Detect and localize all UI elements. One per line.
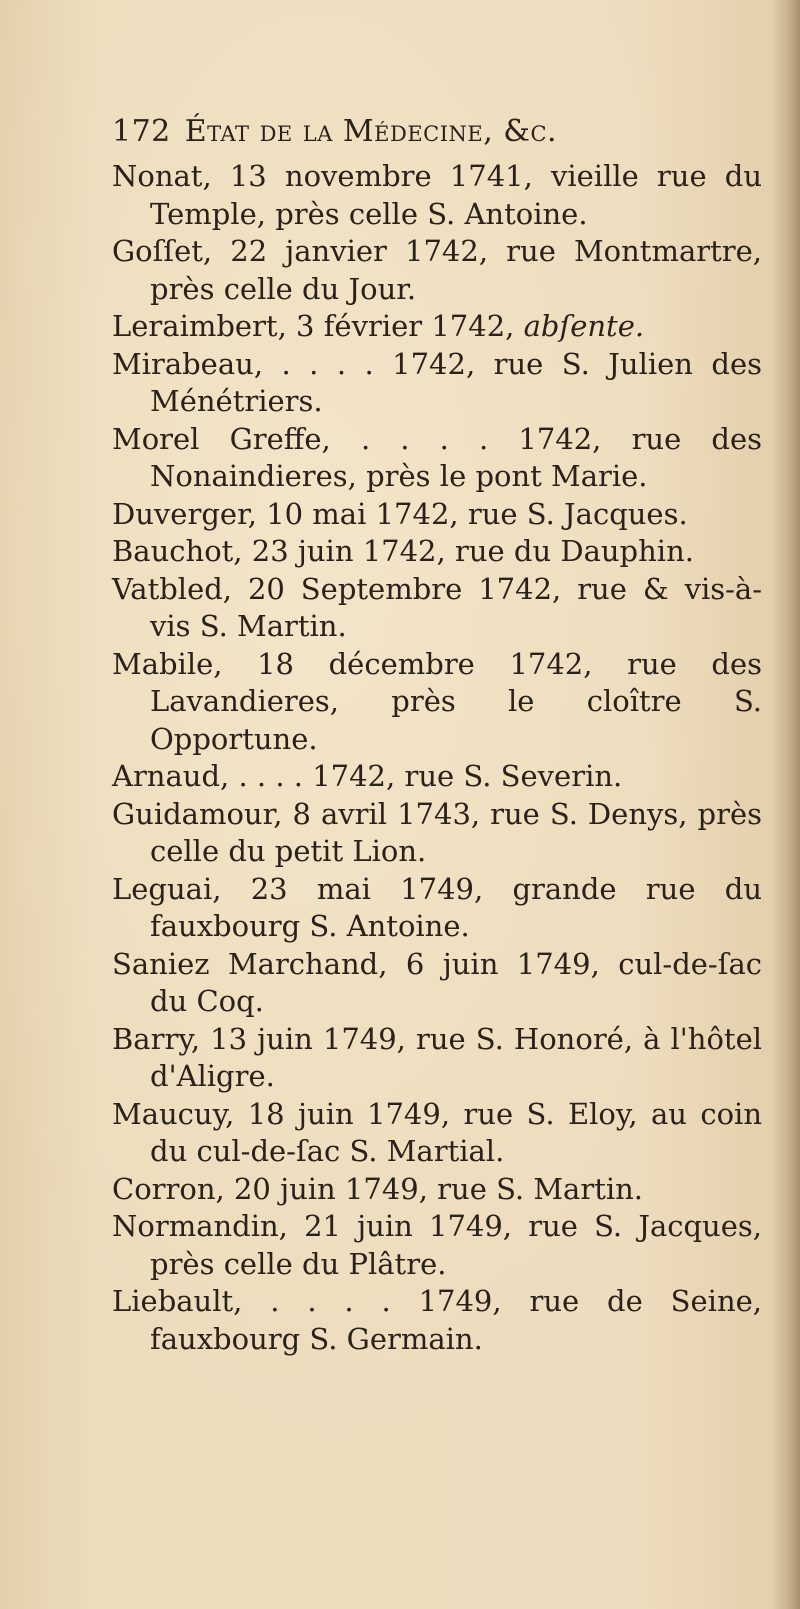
running-head — [112, 108, 762, 156]
list-item — [112, 496, 762, 534]
list-item — [112, 571, 762, 646]
entry-date: 23 mai 1749, — [250, 871, 484, 906]
list-item — [112, 308, 762, 346]
entry-address: rue S. Severin. — [404, 759, 623, 793]
entry-address: cul-de-ſac du Coq. — [150, 946, 762, 1018]
entry-address: vieille rue du Temple, près celle S. Antoine. — [150, 159, 763, 231]
entry-address: rue S. Honoré, à l'hôtel d'Aligre. — [150, 1021, 763, 1093]
entry-date: 18 décembre 1742, — [257, 646, 593, 681]
entry-date: 18 juin 1749, — [247, 1096, 451, 1131]
entry-name: Normandin, — [112, 1209, 288, 1243]
list-item — [112, 1283, 762, 1358]
entry-name: Leguai, — [112, 871, 222, 906]
entry-name: Mabile, — [112, 646, 223, 681]
entry-name: Guidamour, — [112, 796, 283, 831]
entry-address: abſente. — [523, 309, 645, 343]
entry-address: grande rue du fauxbourg S. Antoine. — [150, 871, 762, 943]
entry-date: . . . . 1742, — [238, 759, 396, 793]
list-item — [112, 533, 762, 571]
entry-date: 13 juin 1749, — [210, 1021, 406, 1056]
entry-name: Vatbled, — [112, 571, 233, 606]
page-number: 172 — [112, 114, 171, 149]
entry-name: Liebault, — [112, 1284, 243, 1318]
entry-date: 10 mai 1742, — [266, 496, 459, 531]
entry-address: rue & vis-à-vis S. Martin. — [150, 571, 763, 643]
entry-date: 20 Septembre 1742, — [247, 571, 562, 606]
entry-date: 6 juin 1749, — [405, 946, 600, 981]
list-item — [112, 1096, 762, 1171]
entry-name: Morel Greffe, — [112, 421, 331, 456]
text-block — [112, 108, 762, 1358]
entry-date: 8 avril 1743, — [292, 796, 481, 831]
entry-name: Bauchot, — [112, 534, 243, 568]
page-gutter-shadow — [772, 0, 800, 1609]
entry-name: Goſſet, — [112, 234, 213, 268]
entry-date: 13 novembre 1741, — [229, 159, 533, 193]
entry-address: rue S. Jacques, près celle du Plâtre. — [150, 1209, 762, 1281]
entry-date: . . . . 1742, — [281, 346, 476, 381]
entry-name: Arnaud, — [112, 759, 230, 793]
entry-name: Leraimbert, — [112, 309, 287, 343]
entry-name: Nonat, — [112, 159, 212, 193]
entry-date: 21 juin 1749, — [304, 1209, 513, 1243]
entry-address: rue S. Denys, près celle du petit Lion. — [150, 796, 762, 868]
entry-date: 22 janvier 1742, — [230, 234, 489, 268]
entry-address: rue du Dauphin. — [454, 534, 694, 568]
entry-date: 20 juin 1749, — [233, 1171, 428, 1206]
entry-date: 3 février 1742, — [296, 309, 515, 343]
list-item — [112, 1021, 762, 1096]
entry-name: Maucuy, — [112, 1096, 235, 1131]
entry-name: Corron, — [112, 1171, 225, 1206]
running-title: État de la Médecine, &c. — [184, 114, 558, 149]
entry-date: 23 juin 1742, — [251, 534, 446, 568]
entry-date: . . . . 1742, — [360, 421, 602, 456]
list-item — [112, 346, 762, 421]
list-item — [112, 421, 762, 496]
entry-address: rue S. Jacques. — [467, 496, 688, 531]
list-item — [112, 1171, 762, 1209]
list-item — [112, 758, 762, 796]
entry-name: Saniez Marchand, — [112, 946, 388, 981]
entry-address: rue S. Julien des Ménétriers. — [150, 346, 763, 418]
entry-name: Duverger, — [112, 496, 257, 531]
entry-address: rue de Seine, fauxbourg S. Germain. — [150, 1284, 763, 1356]
entry-name: Mirabeau, — [112, 346, 264, 381]
list-item — [112, 946, 762, 1021]
entry-address: rue S. Martin. — [437, 1171, 644, 1206]
list-item — [112, 796, 762, 871]
list-item — [112, 646, 762, 759]
entry-address: rue Montmartre, près celle du Jour. — [150, 234, 762, 306]
entry-date: . . . . 1749, — [270, 1284, 502, 1318]
list-item — [112, 233, 762, 308]
entry-address: rue des Lavandieres, près le cloître S. Opportune. — [150, 646, 763, 756]
entry-name: Barry, — [112, 1021, 201, 1056]
entry-address: rue des Nonaindieres, près le pont Marie. — [150, 421, 763, 493]
list-item — [112, 1208, 762, 1283]
entry-address: rue S. Eloy, au coin du cul-de-ſac S. Martial. — [150, 1096, 763, 1168]
list-item — [112, 158, 762, 233]
list-item — [112, 871, 762, 946]
